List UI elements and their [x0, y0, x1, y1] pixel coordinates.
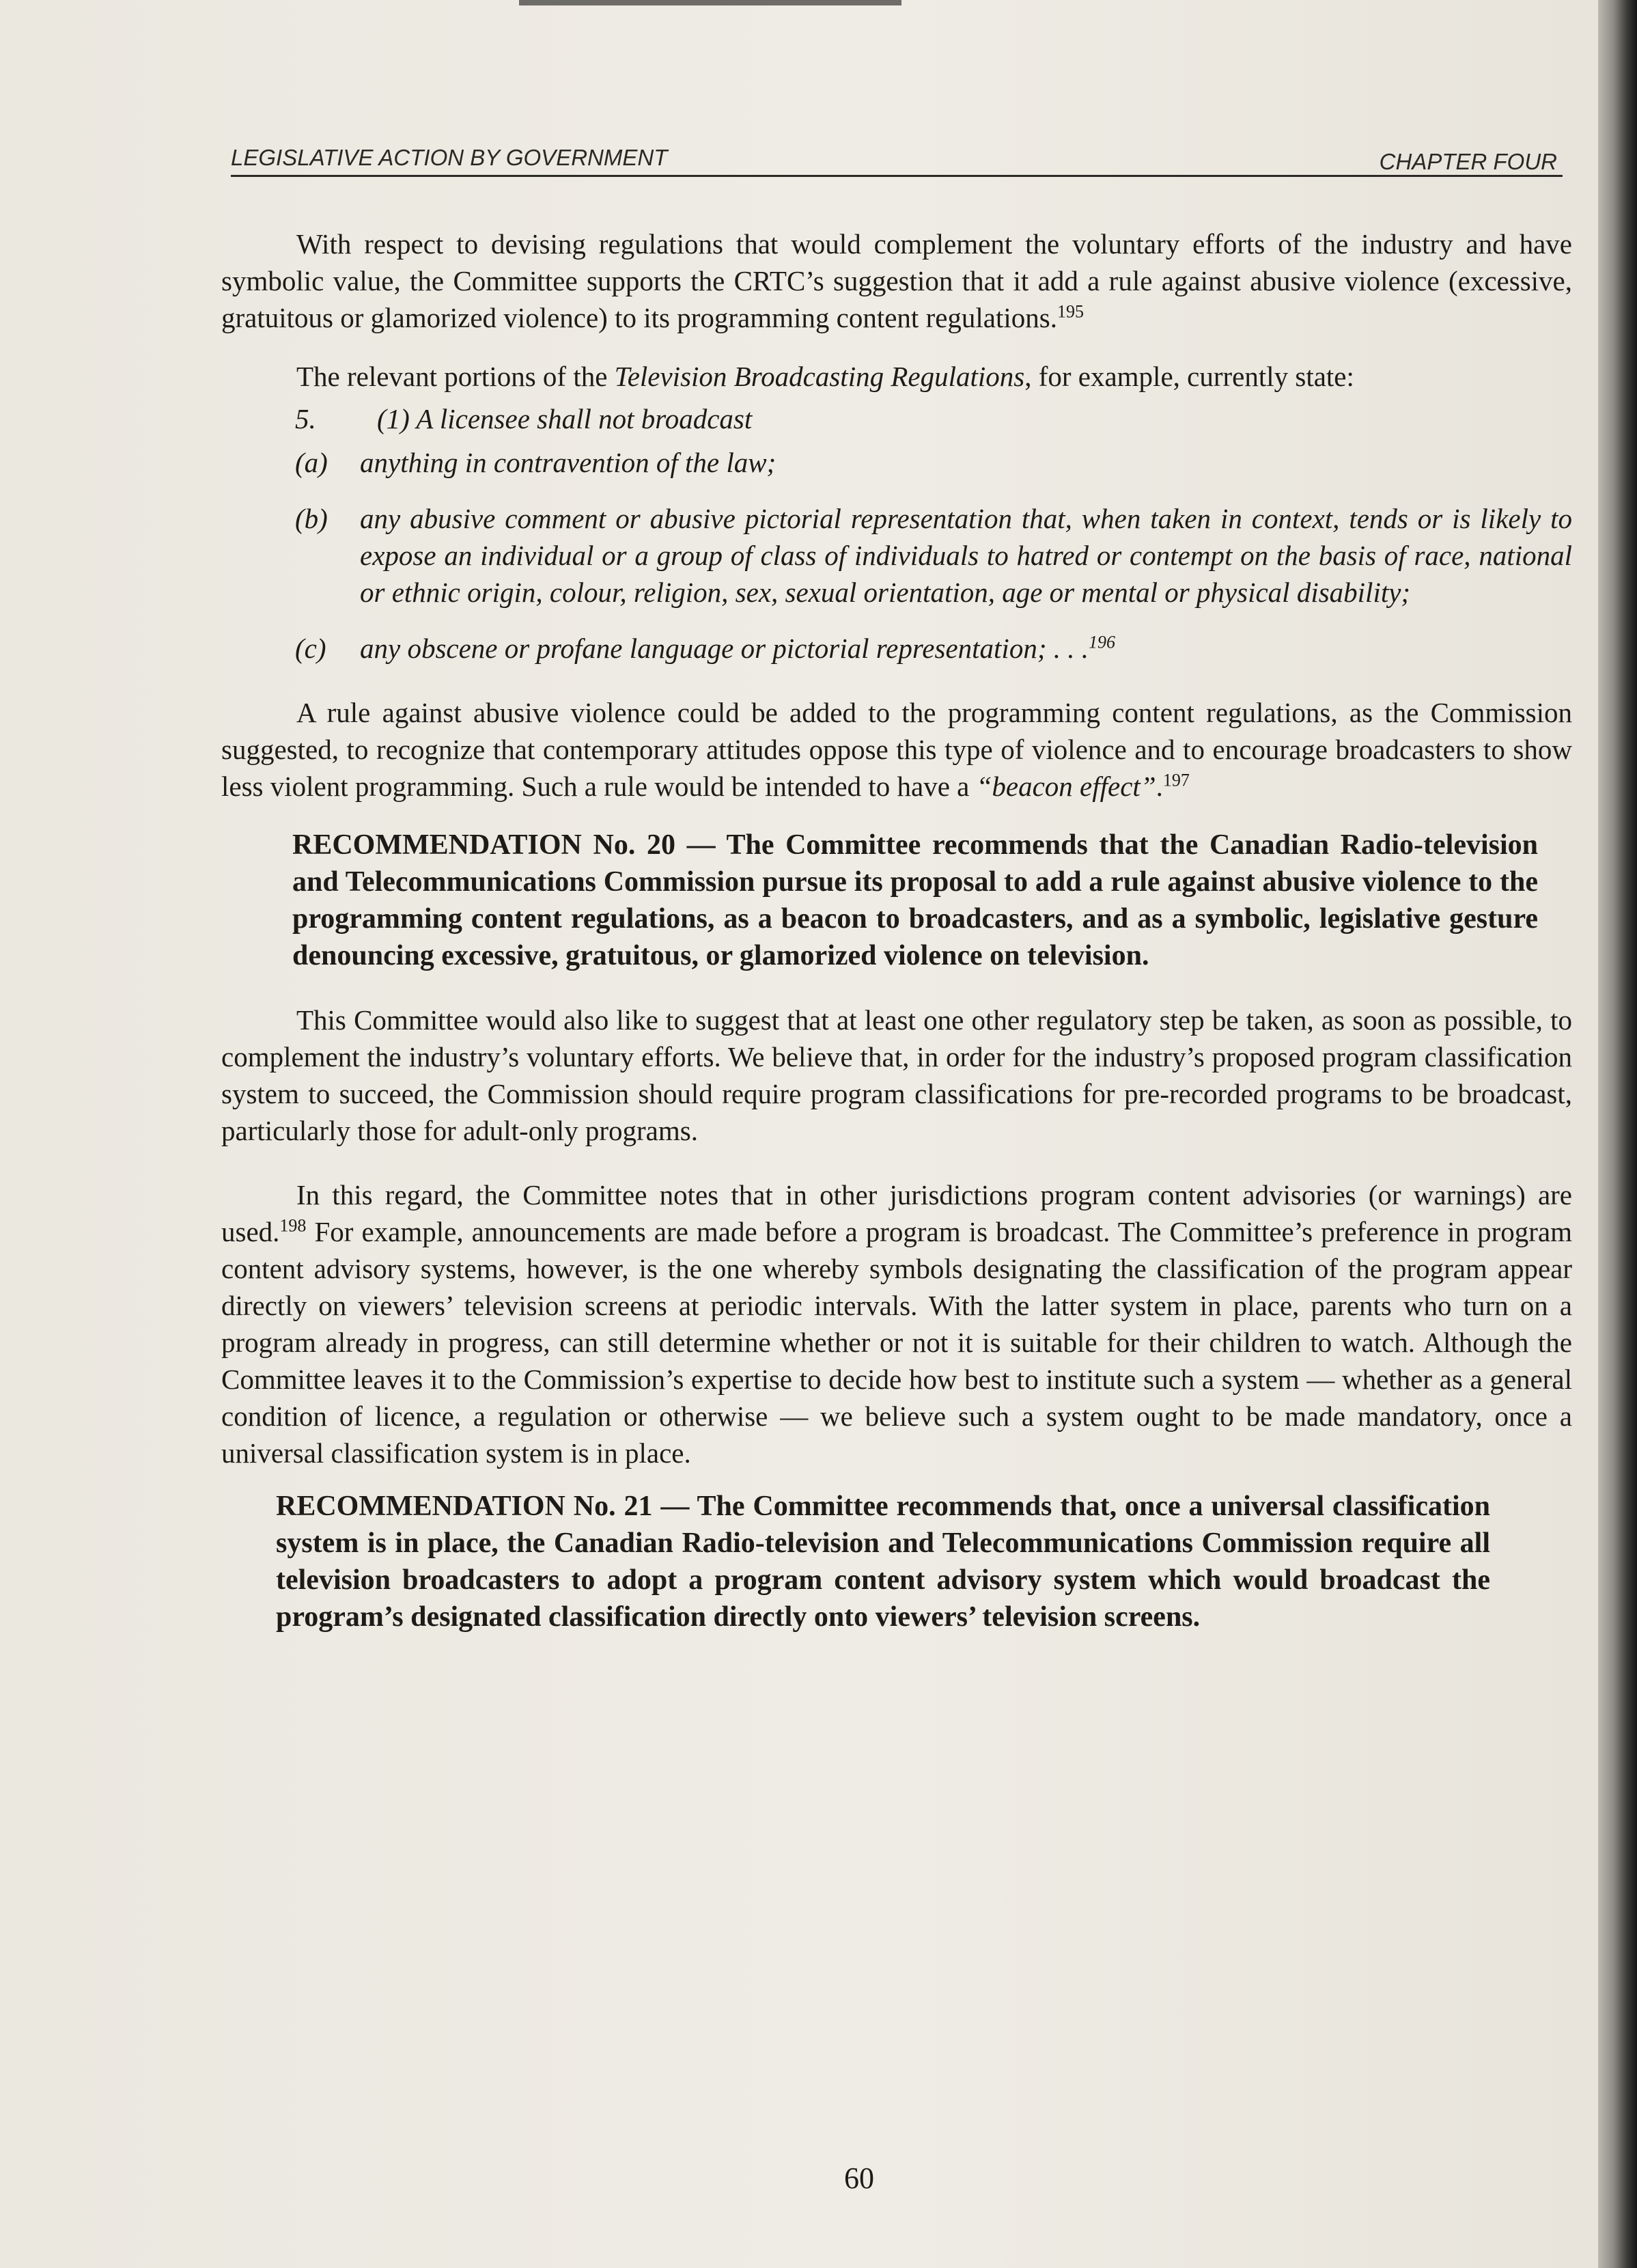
- regulation-intro: 5. (1) A licensee shall not broadcast: [295, 403, 753, 434]
- page-number: 60: [844, 2161, 874, 2195]
- top-band: [519, 0, 901, 5]
- recommendation-20: RECOMMENDATION No. 20 — The Committee recommends that the Canadian Radio-television and Telecommunications Commission pursue its proposal to add a rule against abusive violence to the programming content regulations, as a beacon to broadcasters, and as a symbolic, legislative gesture denouncing excessive, gratuitous, or glamorized violence on television.: [292, 829, 1538, 971]
- footnote-ref: 197: [1162, 770, 1190, 790]
- regulation-quote: [295, 400, 1572, 667]
- paragraph: In this regard, the Committee notes that in other jurisdictions program content advisories (or warnings) are used.$^{198}$ For example, announcements are made before a program is broadcast. The Committee’s preference in program content advisory systems, however, is the one whereby symbols designating the classification of the program appear directly on viewers’ television screens at periodic intervals. With the latter system in place, parents who turn on a program already in progress, can still determine whether or not it is suitable for their children to watch. Although the Committee leaves it to the Commission’s expertise to decide how best to institute such a system — whether as a general condition of licence, a regulation or otherwise — we believe such a system ought to be made mandatory, once a universal classification system is in place.: [221, 1179, 1572, 1469]
- regulation-title: Television Broadcasting Regulations: [614, 361, 1025, 392]
- regulation-item: (a) anything in contravention of the law;: [295, 447, 776, 478]
- paragraph: The relevant portions of the Television Broadcasting Regulations, for example, currently state:: [296, 361, 1354, 392]
- page-body: [221, 225, 1572, 1635]
- running-header: [231, 134, 1563, 177]
- recommendation-21: RECOMMENDATION No. 21 — The Committee recommends that, once a universal classification system is in place, the Canadian Radio-television and Telecommunications Commission require all television broadcasters to adopt a program content advisory system which would broadcast the program’s designated classification directly onto viewers’ television screens.: [276, 1491, 1490, 1633]
- paragraph: This Committee would also like to suggest that at least one other regulatory step be taken, as soon as possible, to complement the industry’s voluntary efforts. We believe that, in order for the industry’s proposed program classification system to succeed, the Commission should require program classifications for pre-recorded programs to be broadcast, particularly those for adult-only programs.: [221, 1004, 1572, 1146]
- paragraph: With respect to devising regulations that would complement the voluntary efforts of the industry and have symbolic value, the Committee supports the CRTC’s suggestion that it add a rule against abusive violence (excessive, gratuitous or glamorized violence) to its programming content regulations.$^{195}$: [221, 228, 1572, 333]
- footnote-ref: 195: [1057, 301, 1084, 322]
- regulation-item: (c) any obscene or profane language or pictorial representation; . . .$^{196}$: [295, 632, 1115, 664]
- footnote-ref: 198: [279, 1215, 307, 1236]
- paragraph: A rule against abusive violence could be added to the programming content regulations, as the Commission suggested, to recognize that contemporary attitudes oppose this type of violence and to encourage broadcasters to show less violent programming. Such a rule would be intended to have a “beacon effect”.$^{197}$: [221, 697, 1572, 802]
- header-left: LEGISLATIVE ACTION BY GOVERNMENT: [231, 145, 668, 170]
- book-spine-shadow: [1598, 0, 1637, 2268]
- header-right: CHAPTER FOUR: [1379, 149, 1557, 174]
- footnote-ref: 196: [1088, 632, 1115, 652]
- regulation-item: (b) any abusive comment or abusive pictorial representation that, when taken in context, tends or is likely to expose an individual or a group of class of individuals to hatred or contempt on the basis of race, national or ethnic origin, colour, religion, sex, sexual orientation, age or mental or physical disability;: [295, 503, 1572, 608]
